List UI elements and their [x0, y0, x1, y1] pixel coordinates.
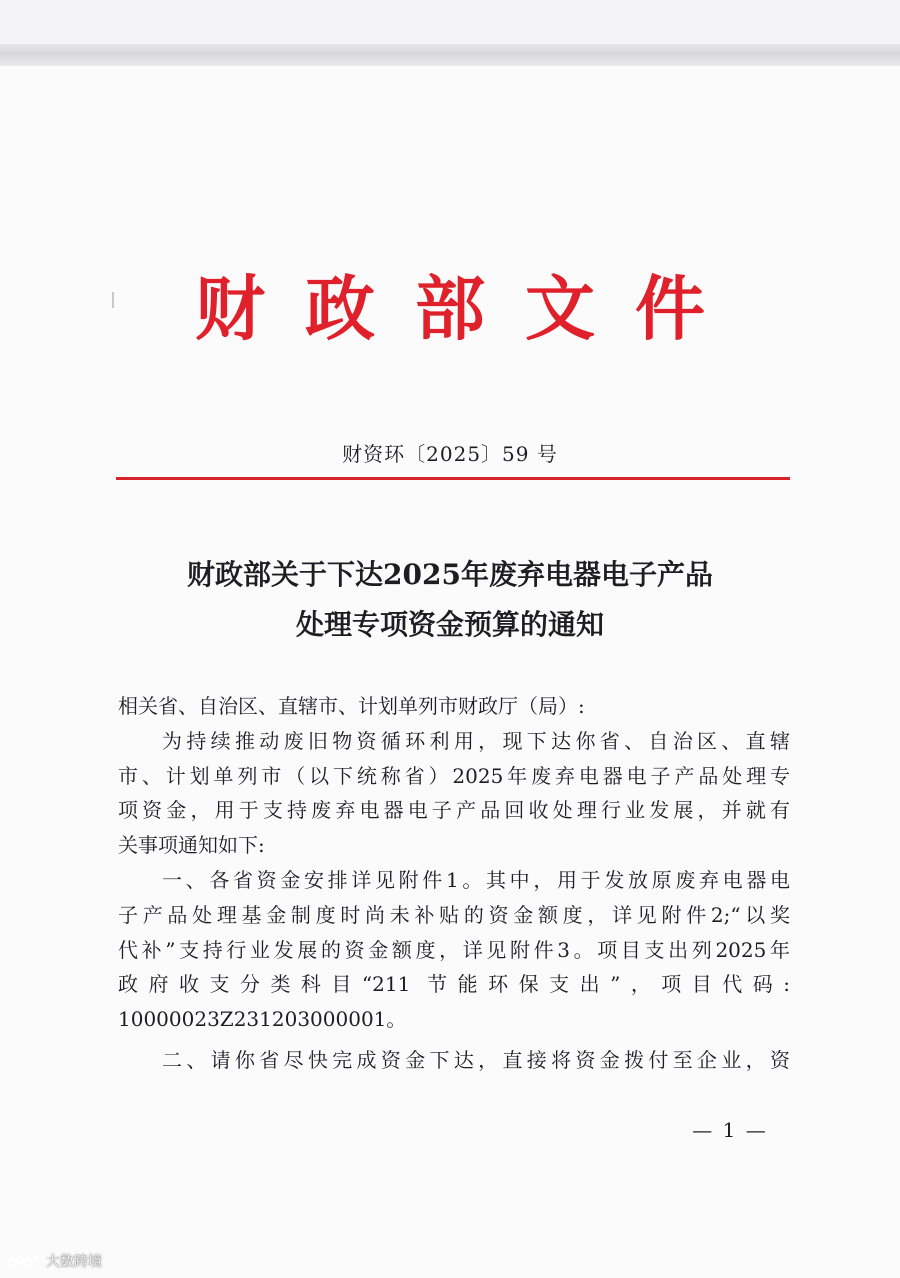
- watermark: [6, 1250, 102, 1272]
- watermark-logo-icon: [6, 1252, 42, 1270]
- scan-mark: [112, 292, 114, 308]
- watermark-text: 大数跨境: [46, 1254, 102, 1270]
- page-number: — 1 —: [692, 1118, 768, 1142]
- red-divider-line: [116, 477, 790, 480]
- notice-title: [100, 550, 800, 650]
- document-body: [118, 689, 790, 1078]
- document-number: 财资环〔2025〕59 号: [342, 442, 558, 466]
- paragraph-1-line-1: 为持续推动废旧物资循环利用，现下达你省、自治区、直辖: [162, 728, 790, 753]
- paragraph-2-line-2: 子产品处理基金制度时尚未补贴的资金额度，详见附件2;“以奖: [118, 902, 790, 927]
- notice-title-line-2: 处理专项资金预算的通知: [295, 608, 604, 641]
- paragraph-2-line-1: 一、各省资金安排详见附件1。其中，用于发放原废弃电器电: [162, 867, 790, 892]
- paragraph-2-line-3: 代补”支持行业发展的资金额度，详见附件3。项目支出列2025年: [118, 937, 790, 962]
- notice-title-line-1: 财政部关于下达2025年废弃电器电子产品: [187, 558, 713, 591]
- document-page: [0, 66, 900, 1278]
- paragraph-1-line-3: 项资金，用于支持废弃电器电子产品回收处理行业发展，并就有: [118, 798, 790, 823]
- document-header-title: 财政部文件: [195, 267, 745, 350]
- paragraph-3-line-1: 二、请你省尽快完成资金下达，直接将资金拨付至企业，资: [162, 1047, 790, 1072]
- scan-edge-shadow: [0, 44, 900, 66]
- paragraph-2-line-5: 10000023Z231203000001。: [118, 1007, 407, 1032]
- paragraph-1-line-4: 关事项通知如下:: [118, 833, 265, 858]
- paragraph-2-line-4: 政府收支分类科目“211 节能环保支出”，项目代码:: [118, 972, 790, 997]
- paragraph-1-line-2: 市、计划单列市（以下统称省）2025年废弃电器电子产品处理专: [118, 763, 790, 788]
- recipient-line: 相关省、自治区、直辖市、计划单列市财政厅（局）:: [118, 694, 585, 718]
